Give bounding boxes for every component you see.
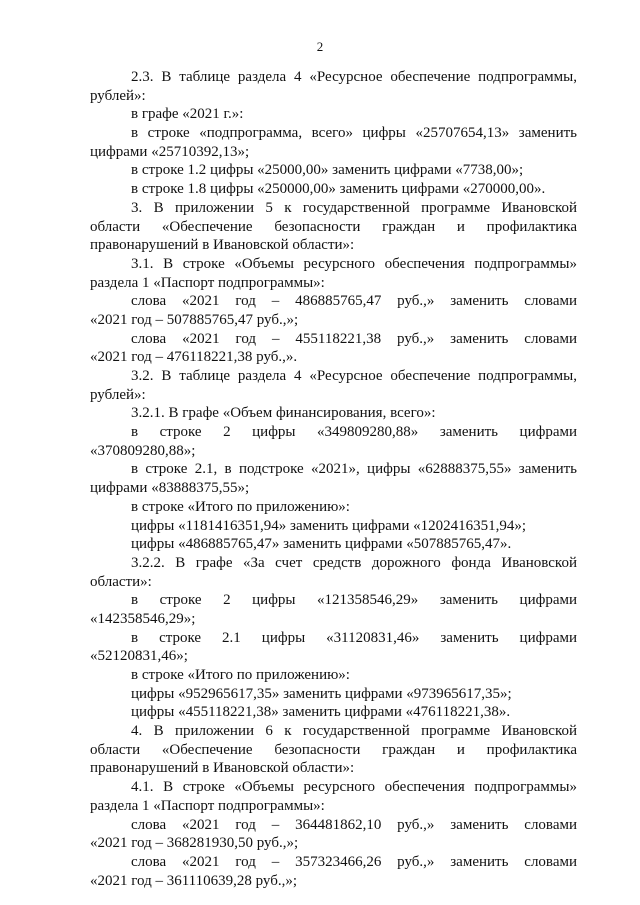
text-line: цифрами «25710392,13»; — [90, 143, 250, 160]
text-line: цифры «486885765,47» заменить цифрами «507885765,47». — [131, 536, 512, 553]
text-line: в строке 2.1 цифры «31120831,46» заменить цифрами — [131, 629, 577, 646]
text-line: правонарушений в Ивановской области»: — [90, 760, 355, 777]
text-line: «142358546,29»; — [90, 610, 196, 627]
text-line: 3.2.1. В графе «Объем финансирования, всего»: — [131, 405, 436, 422]
text-line: 4.1. В строке «Объемы ресурсного обеспечения подпрограммы» — [131, 779, 577, 796]
page-number: 2 — [316, 39, 324, 54]
text-line: «2021 год – 476118221,38 руб.,». — [90, 349, 298, 366]
text-line: цифры «952965617,35» заменить цифрами «973965617,35»; — [131, 685, 512, 702]
text-line: 3.1. В строке «Объемы ресурсного обеспечения подпрограммы» — [131, 255, 577, 272]
text-line: «2021 год – 507885765,47 руб.,»; — [90, 311, 299, 328]
text-line: «2021 год – 368281930,50 руб.,»; — [90, 835, 299, 852]
text-line: в строке 1.2 цифры «25000,00» заменить цифрами «7738,00»; — [131, 162, 524, 179]
text-line: раздела 1 «Паспорт подпрограммы»: — [90, 274, 325, 291]
text-line: в строке «Итого по приложению»: — [131, 498, 350, 515]
text-line: в строке 2 цифры «121358546,29» заменить цифрами — [131, 592, 577, 609]
text-line: цифры «1181416351,94» заменить цифрами «1202416351,94»; — [131, 517, 527, 534]
text-line: правонарушений в Ивановской области»: — [90, 237, 355, 254]
text-line: в строке 2.1, в подстроке «2021», цифры «62888375,55» заменить — [131, 461, 577, 478]
text-line: 3.2. В таблице раздела 4 «Ресурсное обеспечение подпрограммы, — [131, 368, 577, 384]
text-line: цифрами «83888375,55»; — [90, 480, 250, 497]
text-line: области «Обеспечение безопасности граждан и профилактика — [90, 218, 577, 235]
text-line: в строке «подпрограмма, всего» цифры «25707654,13» заменить — [131, 125, 577, 142]
text-line: слова «2021 год – 357323466,26 руб.,» заменить словами — [131, 853, 577, 870]
text-line: слова «2021 год – 364481862,10 руб.,» заменить словами — [131, 816, 577, 833]
text-line: области»: — [90, 573, 152, 590]
text-line: в строке «Итого по приложению»: — [131, 667, 350, 683]
text-line: слова «2021 год – 486885765,47 руб.,» заменить словами — [131, 293, 577, 310]
text-line: «370809280,88»; — [90, 442, 196, 459]
text-line: в графе «2021 г.»: — [131, 106, 244, 123]
text-line: 2.3. В таблице раздела 4 «Ресурсное обеспечение подпрограммы, — [131, 69, 577, 85]
text-line: 4. В приложении 6 к государственной программе Ивановской — [131, 723, 577, 740]
text-line: рублей»: — [90, 386, 146, 403]
text-line: области «Обеспечение безопасности граждан и профилактика — [90, 741, 577, 758]
text-line: цифры «455118221,38» заменить цифрами «476118221,38». — [131, 704, 511, 721]
text-line: 3. В приложении 5 к государственной программе Ивановской — [131, 199, 577, 216]
text-line: раздела 1 «Паспорт подпрограммы»: — [90, 797, 325, 814]
text-line: рублей»: — [90, 87, 146, 104]
text-line: 3.2.2. В графе «За счет средств дорожного фонда Ивановской — [131, 554, 577, 571]
text-line: «52120831,46»; — [90, 648, 188, 665]
text-line: в строке 2 цифры «349809280,88» заменить цифрами — [131, 424, 577, 441]
text-line: «2021 год – 361110639,28 руб.,»; — [90, 872, 298, 889]
text-line: слова «2021 год – 455118221,38 руб.,» заменить словами — [131, 330, 577, 347]
document-body — [90, 68, 577, 890]
text-line: в строке 1.8 цифры «250000,00» заменить цифрами «270000,00». — [131, 181, 546, 198]
